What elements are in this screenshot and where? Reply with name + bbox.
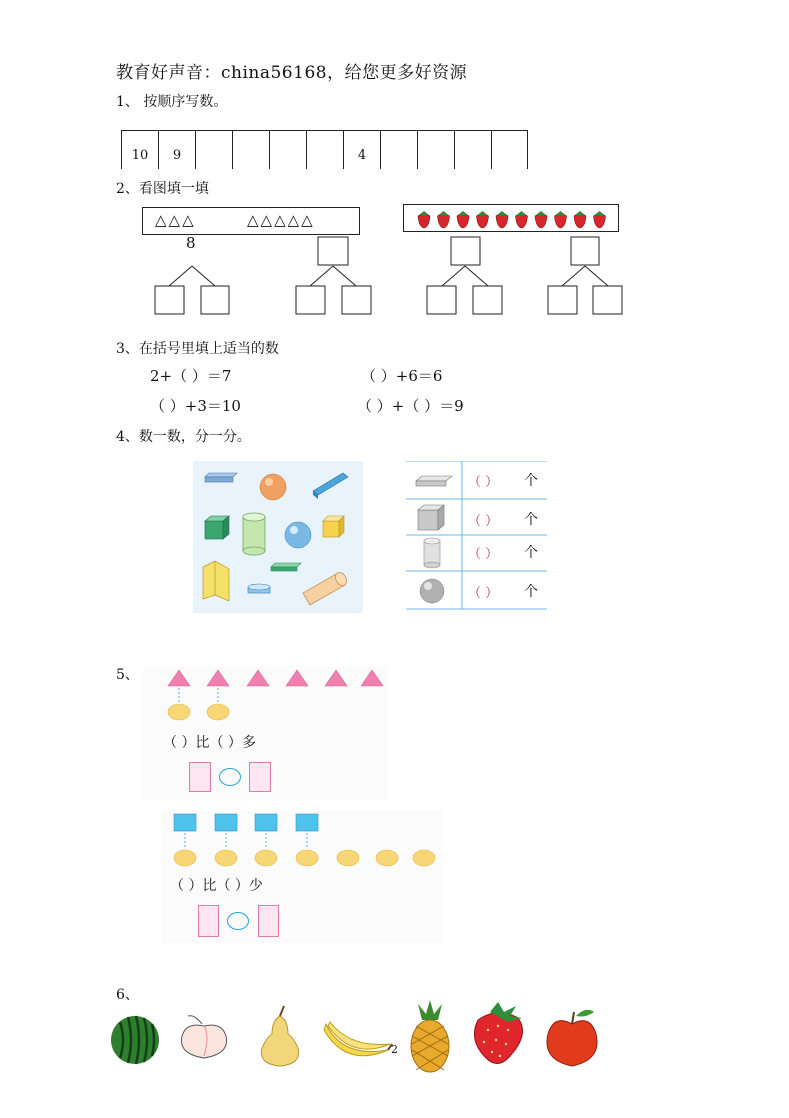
sequence-cell[interactable]	[417, 131, 454, 169]
unit-label: 个	[524, 545, 538, 561]
strawberry-icon	[594, 211, 606, 228]
sequence-cell[interactable]	[491, 131, 528, 169]
unit-label: 个	[524, 473, 538, 489]
compare-text-more: （ ）比（ ）多	[163, 735, 256, 751]
count-blank[interactable]: （ ）	[468, 586, 499, 601]
strawberry-icon	[418, 211, 430, 228]
strawberry-icon	[474, 1002, 522, 1064]
answer-box[interactable]	[249, 762, 271, 792]
q3-label: 3、在括号里填上适当的数	[116, 341, 279, 357]
sequence-cell[interactable]	[306, 131, 343, 169]
answer-box[interactable]	[189, 762, 211, 792]
strawberry-icon	[516, 211, 528, 228]
sequence-cell[interactable]	[269, 131, 306, 169]
sequence-cell[interactable]	[380, 131, 417, 169]
bond-box[interactable]	[201, 286, 229, 314]
number-bond-trees	[140, 236, 640, 318]
page-number: 2	[391, 1043, 398, 1056]
unit-label: 个	[524, 584, 538, 600]
given-number: 8	[186, 234, 196, 252]
equation-1: 2+（ ）＝7	[150, 367, 232, 385]
bond-box[interactable]	[342, 286, 371, 314]
strawberry-icon	[438, 211, 450, 228]
sequence-cell[interactable]	[232, 131, 269, 169]
pear-icon	[261, 1006, 298, 1066]
strawberry-icon	[535, 211, 547, 228]
strawberry-icon	[496, 211, 508, 228]
bond-box[interactable]	[593, 286, 622, 314]
answer-box[interactable]	[198, 905, 219, 937]
equation-2: （ ）+6＝6	[361, 367, 443, 385]
count-table	[406, 461, 547, 611]
strawberry-icon	[555, 211, 567, 228]
triangles-left: △△△	[155, 211, 196, 229]
fruit-row	[106, 1000, 606, 1075]
q5-label: 5、	[116, 667, 139, 683]
compare-text-less: （ ）比（ ）少	[170, 878, 263, 894]
bond-box[interactable]	[427, 286, 456, 314]
peach-icon	[181, 1016, 226, 1058]
compare-panel-b	[162, 811, 442, 943]
watermelon-icon	[111, 1016, 159, 1064]
sequence-row	[121, 130, 528, 169]
sequence-cell[interactable]	[195, 131, 232, 169]
bond-box[interactable]	[473, 286, 502, 314]
compare-circle[interactable]	[227, 912, 249, 930]
page-header: 教育好声音：china56168，给您更多好资源	[116, 63, 468, 83]
pineapple-icon	[411, 1000, 449, 1072]
sequence-cell[interactable]	[454, 131, 491, 169]
bond-box[interactable]	[451, 237, 480, 265]
compare-circle[interactable]	[219, 768, 241, 786]
equation-4: （ ）+（ ）＝9	[357, 397, 464, 415]
strawberry-box	[403, 204, 619, 232]
bond-box[interactable]	[318, 237, 348, 265]
strawberry-icon	[477, 211, 489, 228]
sequence-cell[interactable]: 9	[158, 131, 195, 169]
q4-label: 4、数一数，分一分。	[116, 429, 251, 445]
bond-box[interactable]	[296, 286, 325, 314]
shapes-drawing	[193, 461, 363, 613]
answer-box[interactable]	[258, 905, 279, 937]
apple-icon	[547, 1010, 597, 1066]
shapes-picture	[193, 461, 363, 613]
unit-label: 个	[524, 512, 538, 528]
strawberry-icon	[574, 211, 586, 228]
count-blank[interactable]: （ ）	[468, 475, 499, 490]
q2-label: 2、看图填一填	[116, 181, 209, 197]
bond-box[interactable]	[155, 286, 184, 314]
strawberry-icon	[457, 211, 469, 228]
bond-box[interactable]	[571, 237, 599, 265]
compare-panel-a	[143, 666, 388, 800]
sequence-cell[interactable]: 10	[121, 131, 158, 169]
banana-icon	[324, 1022, 392, 1056]
q6-label: 6、	[116, 987, 139, 1003]
triangles-right: △△△△△	[247, 211, 315, 229]
count-blank[interactable]: （ ）	[468, 547, 499, 562]
equation-3: （ ）+3＝10	[150, 397, 241, 415]
triangle-box	[142, 207, 360, 235]
count-blank[interactable]: （ ）	[468, 514, 499, 529]
strawberry-row	[404, 205, 620, 233]
q1-label: 1、 按顺序写数。	[116, 94, 228, 110]
bond-box[interactable]	[548, 286, 577, 314]
sequence-cell[interactable]: 4	[343, 131, 380, 169]
